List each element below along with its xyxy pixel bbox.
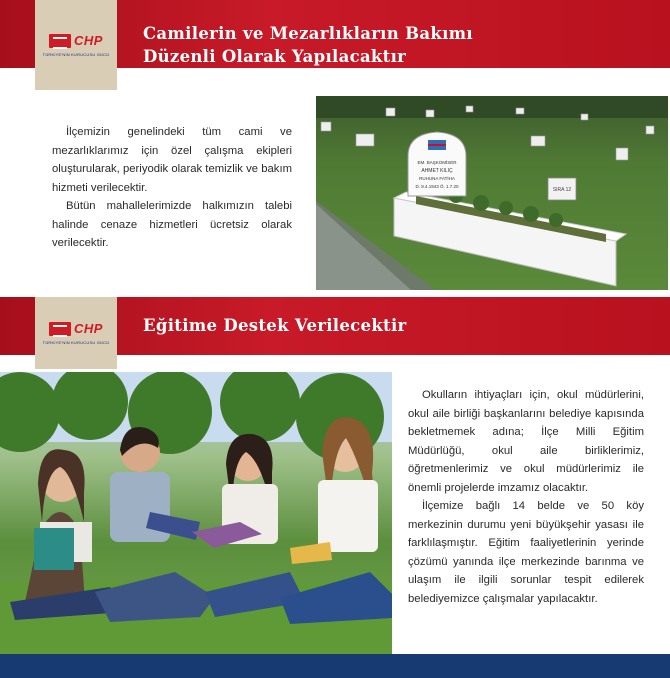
tombstone-line: EM. BAŞKOMİSER xyxy=(417,160,457,165)
chp-flag-icon xyxy=(49,322,71,336)
tombstone-line: D. 8.4.1943 Ö. 1.7.20 xyxy=(415,184,459,189)
party-logo xyxy=(35,297,117,369)
tombstone-line: RUHUNA FATİHA xyxy=(419,176,455,181)
title-line-1: Camilerin ve Mezarlıkların Bakımı xyxy=(143,24,473,43)
footer-bar xyxy=(0,654,670,678)
logo-tagline: TÜRKİYE'NİN KURUCUSU GÜCÜ xyxy=(42,52,110,57)
paragraph: Bütün mahallelerimizde halkımızın talebi halinde cenaze hizmetleri ücretsiz olarak verilecektir. xyxy=(52,200,292,249)
logo-name: CHP xyxy=(74,33,103,48)
chp-flag-icon xyxy=(49,34,71,48)
tombstone-line: AHMET KILIÇ xyxy=(421,168,453,174)
section-title-education: Eğitime Destek Verilecektir xyxy=(143,316,407,335)
logo-tagline: TÜRKİYE'NİN KURUCUSU GÜCÜ xyxy=(42,340,110,345)
logo-name: CHP xyxy=(74,321,103,336)
section-body-education xyxy=(408,386,644,608)
students-photo xyxy=(0,372,392,654)
party-logo xyxy=(35,0,117,90)
title-line-2: Düzenli Olarak Yapılacaktır xyxy=(143,47,407,66)
students-illustration xyxy=(0,372,392,654)
cemetery-illustration xyxy=(316,96,668,290)
paragraph: İlçemizin genelindeki tüm cami ve mezarlıklarımız için özel çalışma ekipleri oluşturularak, periyodik olarak temizlik ve bakım hizmeti verilecektir. xyxy=(52,126,292,194)
paragraph: Okulların ihtiyaçları için, okul müdürlerini, okul aile birliği başkanlarını belediye kapısında bekletmemek adına; İlçe Milli Eğitim Müdürlüğü, okul aile birliklerimiz, öğretmenlerimiz ve okul müdürlerimiz ile önemli projelerde imzamız olacaktır. xyxy=(408,389,644,494)
tombstone-2-label: SIRA 12 xyxy=(552,187,572,193)
section-body-cemeteries xyxy=(52,123,292,253)
section-title-cemeteries xyxy=(143,22,473,68)
paragraph: İlçemize bağlı 14 belde ve 50 köy merkezinin durumu yeni büyükşehir yasası ile farklılaşmıştır. Eğitim faaliyetlerinin yerinde çözümü yanında ilçe merkezinde barınma ve ulaşım ile ilgili sorunlar tespit edilerek belediyemizce çalışmalar yapılacaktır. xyxy=(408,500,644,605)
cemetery-photo xyxy=(316,96,668,290)
